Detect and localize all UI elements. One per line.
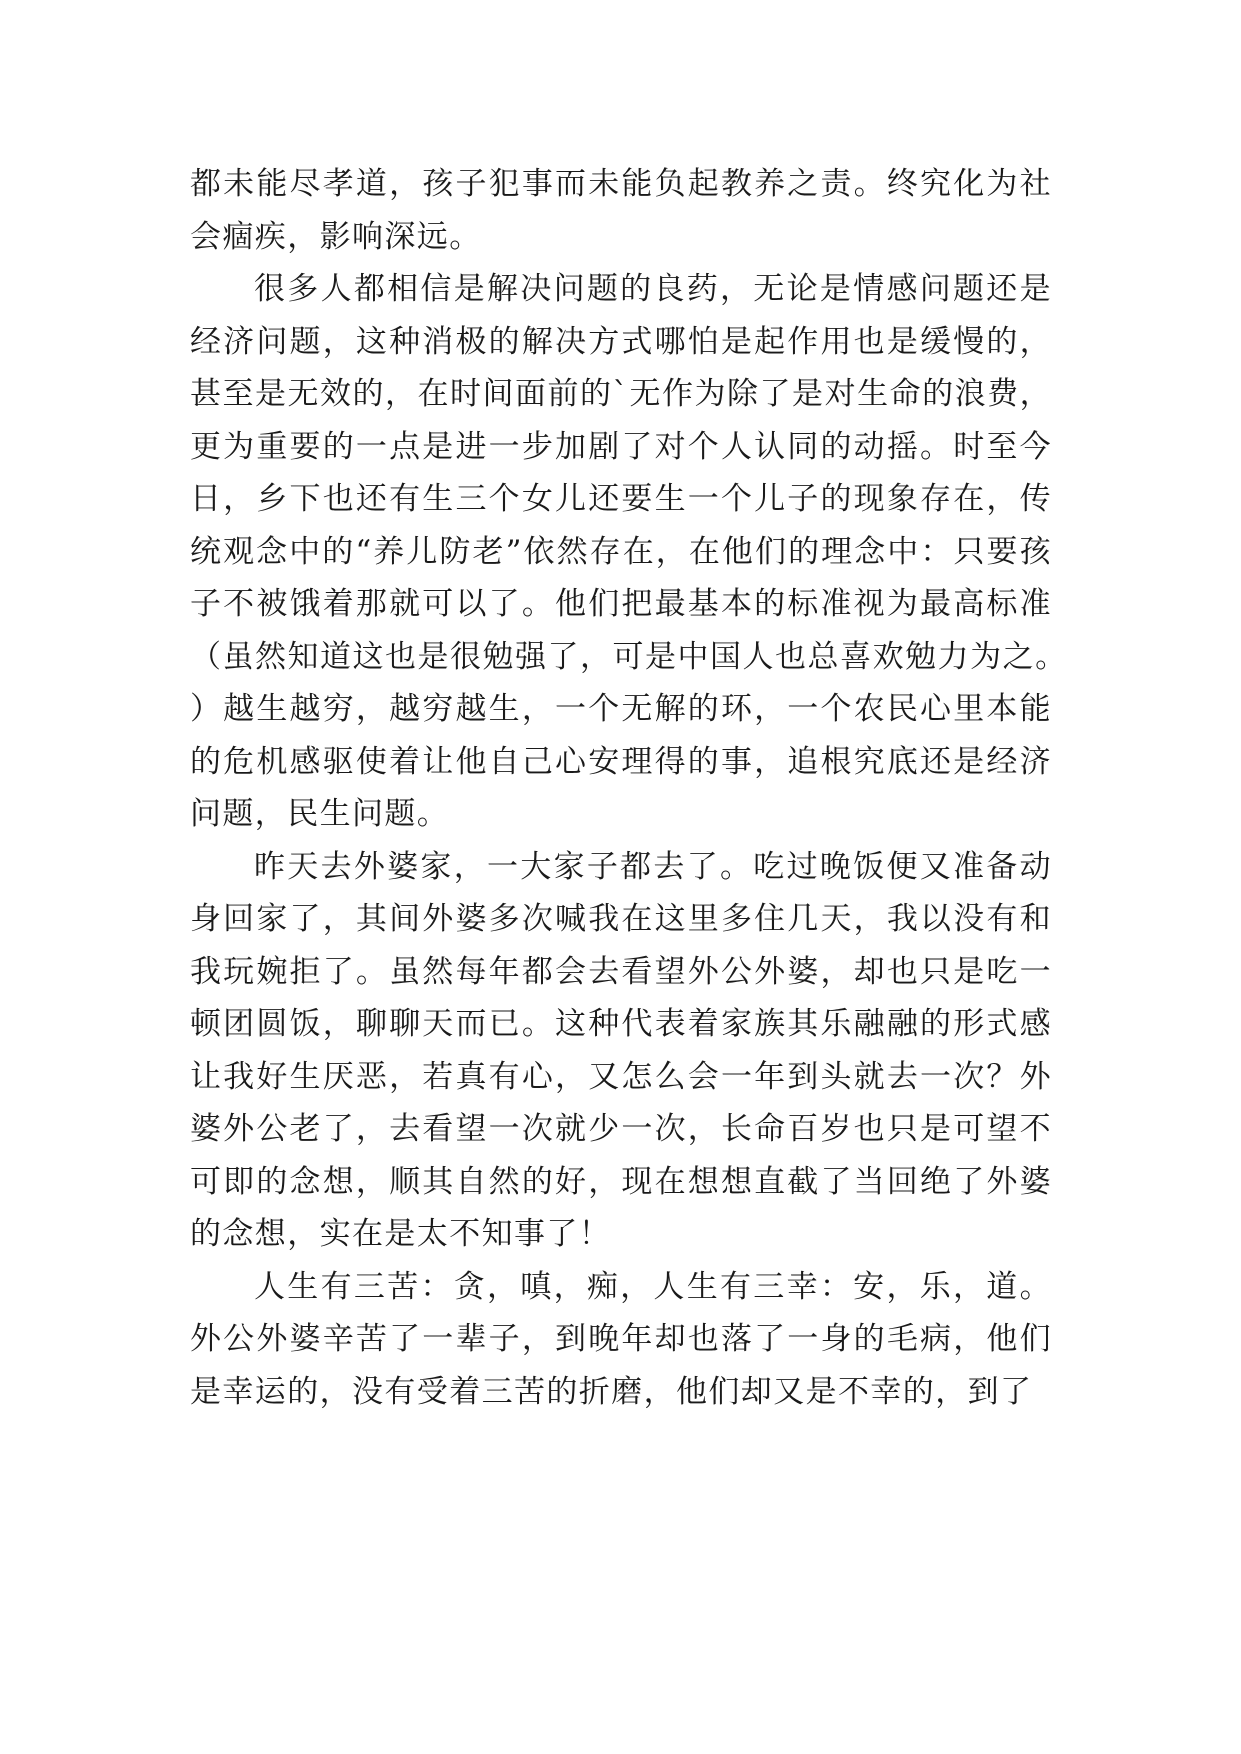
- paragraph-4: 人生有三苦：贪，嗔，痴，人生有三幸：安，乐，道。外公外婆辛苦了一辈子，到晚年却也落了一身的毛病，他们是幸运的，没有受着三苦的折磨，他们却又是不幸的，到了: [190, 1268, 1052, 1410]
- paragraph-2: 很多人都相信是解决问题的良药，无论是情感问题还是经济问题，这种消极的解决方式哪怕是起作用也是缓慢的，甚至是无效的，在时间面前的`无作为除了是对生命的浪费，更为重要的一点是进一步加剧了对个人认同的动摇。时至今日，乡下也还有生三个女儿还要生一个儿子的现象存在，传统观念中的“养儿防老”依然存在，在他们的理念中：只要孩子不被饿着那就可以了。他们把最基本的标准视为最高标准（虽然知道这也是很勉强了，可是中国人也总喜欢勉力为之。）越生越穷，越穷越生，一个无解的环，一个农民心里本能的危机感驱使着让他自己心安理得的事，追根究底还是经济问题，民生问题。: [190, 271, 1052, 832]
- paragraph-1: 都未能尽孝道，孩子犯事而未能负起教养之责。终究化为社会痼疾，影响深远。: [190, 166, 1052, 255]
- paragraph-3: 昨天去外婆家，一大家子都去了。吃过晚饭便又准备动身回家了，其间外婆多次喊我在这里多住几天，我以没有和我玩婉拒了。虽然每年都会去看望外公外婆，却也只是吃一顿团圆饭，聊聊天而已。这种代表着家族其乐融融的形式感让我好生厌恶，若真有心，又怎么会一年到头就去一次？外婆外公老了，去看望一次就少一次，长命百岁也只是可望不可即的念想，顺其自然的好，现在想想直截了当回绝了外婆的念想，实在是太不知事了！: [190, 848, 1052, 1252]
- document-body: [190, 158, 1052, 1418]
